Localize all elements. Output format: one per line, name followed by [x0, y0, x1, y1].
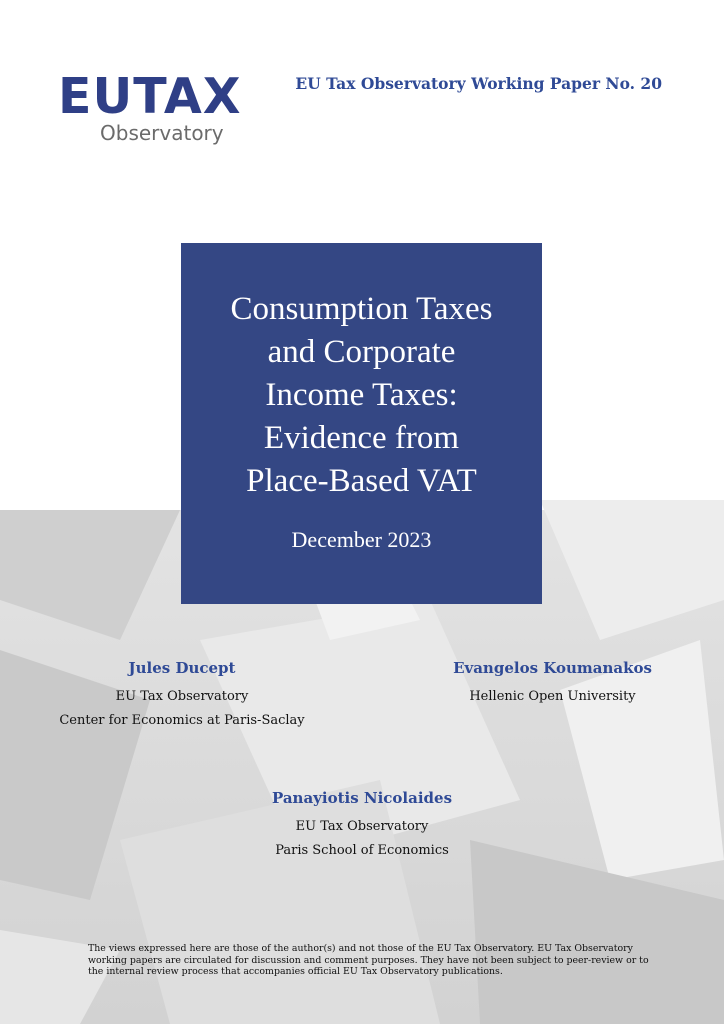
author-affiliation: EU Tax Observatory [115, 689, 249, 704]
disclaimer: The views expressed here are those of the author(s) and not those of the EU Tax Observatory. EU Tax Observatory working papers are circulated for discussion and comment purposes. They have not been subject to peer-review or to the internal review process that accompanies official EU Tax Observatory publications. [88, 943, 649, 977]
author-name: Panayiotis Nicolaides [271, 789, 453, 807]
author-name: Evangelos Koumanakos [453, 659, 652, 677]
paper-title: Consumption Taxes and Corporate Income Taxes: Evidence from Place-Based VAT [230, 291, 493, 499]
author-block [52, 658, 312, 733]
author-block [232, 788, 492, 863]
author-affiliation: Center for Economics at Paris-Saclay [59, 713, 305, 728]
logo-subtitle: Observatory [100, 121, 224, 145]
author-affiliation: Hellenic Open University [469, 689, 636, 704]
eutax-logo [58, 68, 243, 152]
logo-wordmark: EUTAX [58, 68, 242, 125]
publication-date: December 2023 [291, 527, 432, 552]
author-affiliation: Paris School of Economics [275, 843, 449, 858]
author-block [440, 658, 665, 709]
title-box [181, 243, 542, 604]
series-label: EU Tax Observatory Working Paper No. 20 [295, 74, 662, 93]
author-name: Jules Ducept [128, 659, 236, 677]
author-affiliation: EU Tax Observatory [295, 819, 429, 834]
